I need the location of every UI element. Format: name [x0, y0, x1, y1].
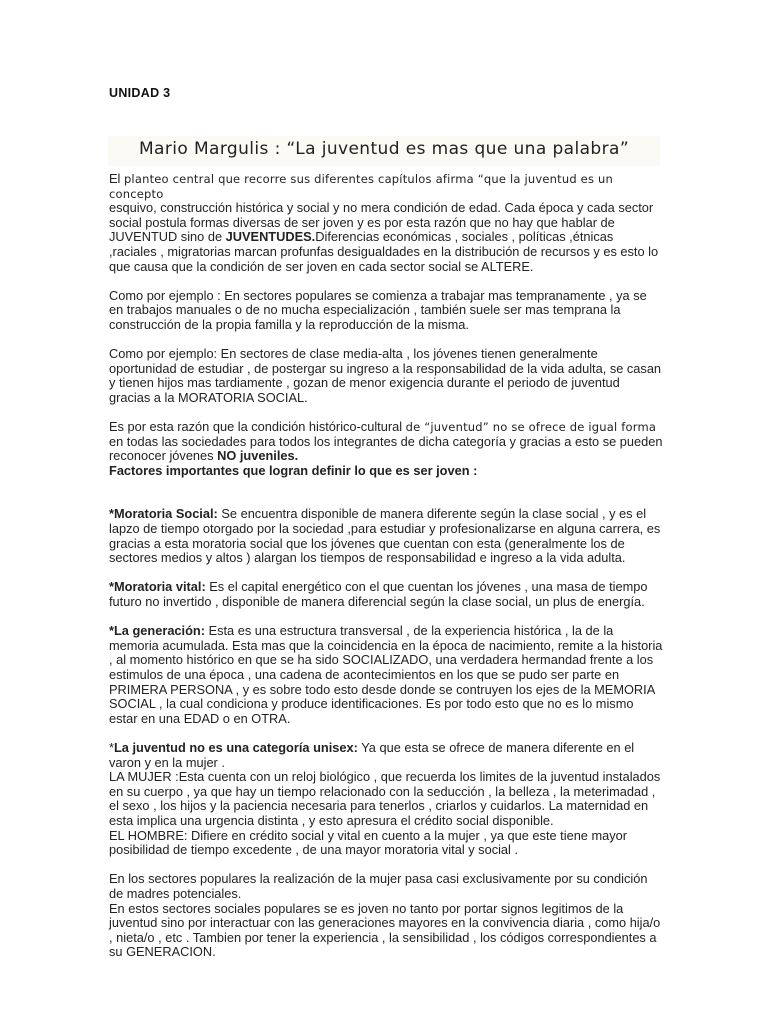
- intro-text: esquivo, construcción histórica y social y no mera condición de edad. Cada época y cada sector social postula formas diversas de ser joven y es por esta razón que no hay que hablar de JUVENTUD sino de: [109, 200, 654, 245]
- paragraph-moratoria-social: [109, 507, 664, 565]
- paragraph-popular-sectors: Como por ejemplo : En sectores populares se comienza a trabajar mas tempranamente , ya se en trabajos manuales o de no mucha especialización , también suele ser mas temprana la construcción de la propia familla y la reproducción de la misma.: [109, 287, 647, 332]
- historic-mono: de “juventud” no se ofrece de igual forma: [405, 420, 657, 435]
- factors-heading: [109, 464, 664, 479]
- paragraph-generacion: [109, 624, 664, 726]
- intro-lead-mono: planteo central que recorre sus diferentes capítulos afirma “que la juventud es un concepto: [109, 172, 613, 201]
- moratoria-social-label: *Moratoria Social:: [109, 506, 218, 522]
- moratoria-vital-text: Es el capital energético con el que cuentan los jóvenes , una masa de tiempo futuro no invertido , disponible de manera diferencial según la clase social, un plus de energía.: [109, 579, 648, 610]
- paragraph-historic-cultural: [109, 420, 664, 464]
- unisex-label: La juventud no es una categoría unisex:: [113, 739, 358, 755]
- document-body: [109, 172, 664, 960]
- historic-lead: Es por esta razón que la condición histórico-cultural: [109, 419, 406, 435]
- moratoria-social-text: Se encuentra disponible de manera diferente según la clase social , y es el lapzo de tiempo otorgado por la sociedad ,para estudiar y profesionalizarse en alguna carrera, es gracias a esta moratoria social que los jóvenes que cuentan con esta (generalmente los de sectores medios y altos ) alargan los tiempos de responsabilidad e ingreso a la vida adulta.: [109, 506, 661, 566]
- unisex-text: Ya que esta se ofrece de manera diferente en el varon y en la mujer .: [109, 739, 635, 770]
- unit-heading: UNIDAD 3: [109, 86, 171, 100]
- intro-lead: El: [109, 171, 124, 186]
- unisex-star: *: [109, 739, 114, 755]
- paragraph-intro: [109, 172, 664, 274]
- document-title: Mario Margulis : “La juventud es mas que una palabra”: [138, 139, 630, 159]
- paragraph-la-mujer: LA MUJER :Esta cuenta con un reloj biológico , que recuerda los limites de la juventud instalados en su cuerpo , ya que hay un tiempo relacionado con la seducción , la belleza , la meterimadad , el sexo , los hijos y la paciencia necesaria para tenerlos , criarlos y cuidarlos. La maternidad en esta implica una urgencia distinta , y esto apresura el crédito social disponible.: [109, 769, 661, 828]
- historic-bold: NO juveniles.: [217, 448, 299, 464]
- paragraph-convivencia: En estos sectores sociales populares se es joven no tanto por portar signos legitimos de la juventud sino por interactuar con las generaciones mayores en la convivencia diaria , como hija/o , nieta/o , etc . Tambien por tener la experiencia , la sensibilidad , los códigos correspondientes a su GENERACION.: [109, 900, 661, 960]
- generacion-label: *La generación:: [109, 623, 206, 639]
- paragraph-unisex: [109, 741, 664, 770]
- factors-heading-text: Factores importantes que logran definir lo que es ser joven :: [109, 462, 478, 478]
- paragraph-middle-class: Como por ejemplo: En sectores de clase media-alta , los jóvenes tienen generalmente oportunidad de estudiar , de postergar su ingreso a la responsabilidad de la vida adulta, se casan y tienen hijos mas tardiamente , gozan de menor exigencia durante el periodo de juventud gracias a la MORATORIA SOCIAL.: [109, 346, 662, 405]
- paragraph-el-hombre: EL HOMBRE: Difiere en crédito social y vital en cuento a la mujer , ya que este tiene mayor posibilidad de tiempo excedente , de una mayor moratoria vital y social .: [109, 827, 628, 858]
- intro-bold: JUVENTUDES.: [225, 229, 316, 245]
- intro-rest: Diferencias económicas , sociales , políticas ,étnicas ,raciales , migratorias marcan profunfas desigualdades en la distribución de recursos y es esto lo que causa que la condición de ser joven en cada sector social se ALTERE.: [109, 229, 659, 274]
- title-band: [108, 136, 660, 166]
- generacion-text: Esta es una estructura transversal , de la experiencia histórica , la de la memoria acumulada. Esta mas que la coincidencia en la época de nacimiento, remite a la historia , al momento histórico en que se ha sido SOCIALIZADO, una verdadera hermandad frente a los estimulos de una época , una cadena de acontecimientos en los que se pudo ser parte en PRIMERA PERSONA , y es sobre todo esto desde donde se contruyen los ejes de la MEMORIA SOCIAL , la cual condiciona y produce identificaciones. Es por todo esto que no es lo mismo estar en una EDAD o en OTRA.: [109, 623, 663, 726]
- moratoria-vital-label: *Moratoria vital:: [109, 579, 206, 595]
- paragraph-sectores-populares: En los sectores populares la realización de la mujer pasa casi exclusivamente por su condición de madres potenciales.: [109, 871, 648, 901]
- historic-text: en todas las sociedades para todos los integrantes de dicha categoría y gracias a esto se pueden reconocer jóvenes: [109, 433, 663, 464]
- paragraph-moratoria-vital: [109, 580, 664, 609]
